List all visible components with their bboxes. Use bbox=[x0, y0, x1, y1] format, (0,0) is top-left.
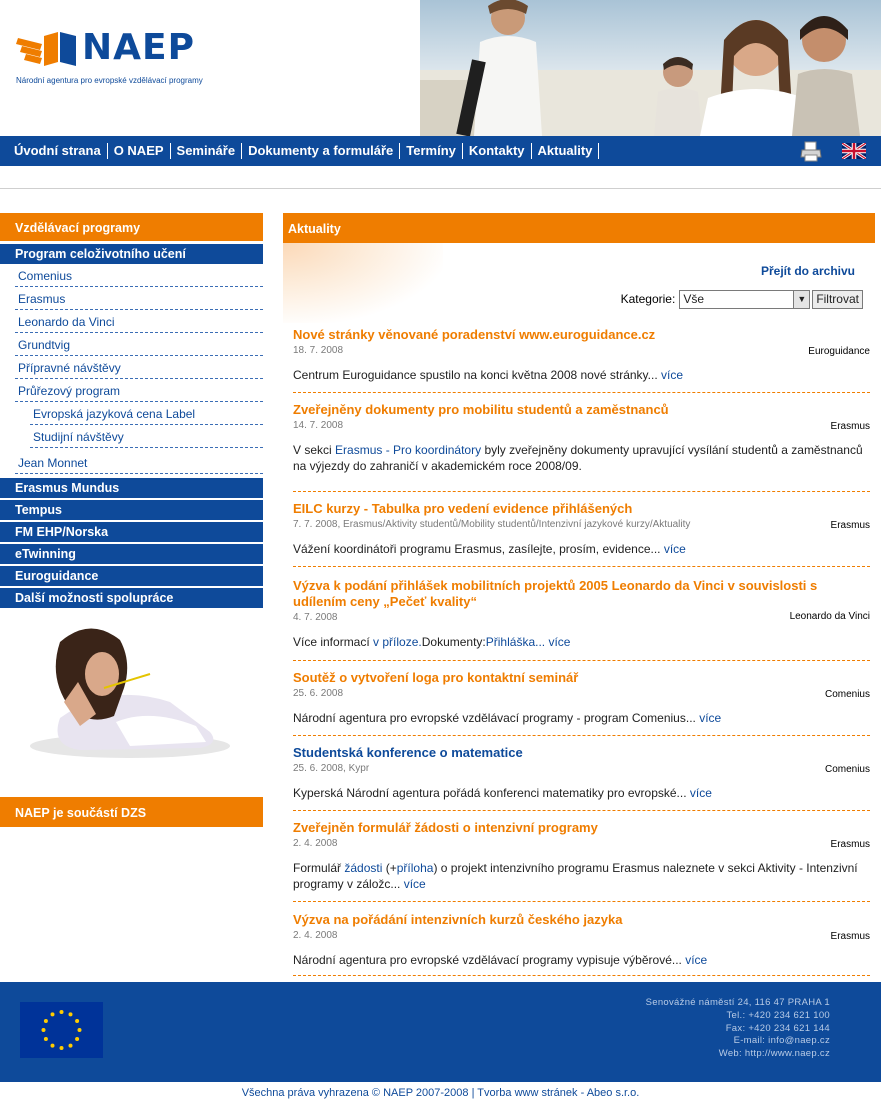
news-category: Erasmus bbox=[830, 931, 870, 942]
news-title[interactable]: Soutěž o vytvoření loga pro kontaktní seminář bbox=[293, 670, 579, 685]
news-excerpt: Vážení koordinátoři programu Erasmus, zasílejte, prosím, evidence... více bbox=[293, 542, 686, 556]
news-title[interactable]: Výzva na pořádání intenzivních kurzů českého jazyka bbox=[293, 912, 623, 927]
category-filter bbox=[621, 289, 863, 309]
nav-item-home[interactable]: Úvodní strana bbox=[8, 143, 108, 159]
news-item bbox=[293, 745, 870, 811]
nav-item-about[interactable]: O NAEP bbox=[108, 143, 171, 159]
sidebar-program-fm-ehp[interactable]: FM EHP/Norska bbox=[0, 522, 263, 542]
news-more-link[interactable]: více bbox=[548, 635, 571, 649]
sidebar-item-transversal-program[interactable]: Průřezový program bbox=[15, 379, 263, 402]
news-category: Erasmus bbox=[830, 839, 870, 850]
main-content bbox=[283, 213, 875, 967]
news-category: Leonardo da Vinci bbox=[789, 611, 870, 622]
sidebar-program-tempus[interactable]: Tempus bbox=[0, 500, 263, 520]
main-title: Aktuality bbox=[283, 213, 875, 243]
news-date: 25. 6. 2008, Kypr bbox=[293, 763, 370, 774]
footer-street: Senovážné náměstí 24, 116 47 PRAHA 1 bbox=[645, 997, 830, 1008]
footer-fax: Fax: +420 234 621 144 bbox=[725, 1022, 830, 1034]
news-title[interactable]: Studentská konference o matematice bbox=[293, 745, 523, 760]
news-list bbox=[293, 327, 870, 976]
footer-phone: Tel.: +420 234 621 100 bbox=[726, 1009, 830, 1021]
sidebar-program-etwinning[interactable]: eTwinning bbox=[0, 544, 263, 564]
sidebar-program-euroguidance[interactable]: Euroguidance bbox=[0, 566, 263, 586]
footer-address bbox=[646, 997, 830, 1061]
news-inline-link[interactable]: Erasmus - Pro koordinátory bbox=[335, 443, 482, 457]
news-date: 2. 4. 2008 bbox=[293, 930, 338, 941]
news-category: Erasmus bbox=[830, 520, 870, 531]
news-title[interactable]: EILC kurzy - Tabulka pro vedení evidence přihlášených bbox=[293, 501, 633, 516]
news-title[interactable]: Zveřejněn formulář žádosti o intenzivní programy bbox=[293, 820, 598, 835]
nav-item-seminars[interactable]: Semináře bbox=[171, 143, 243, 159]
logo-subtitle: Národní agentura pro evropské vzdělávací programy bbox=[16, 76, 203, 85]
news-more-link[interactable]: více bbox=[403, 877, 426, 891]
news-more-link[interactable]: více bbox=[685, 953, 708, 967]
news-title[interactable]: Nové stránky věnované poradenství www.euroguidance.cz bbox=[293, 327, 656, 342]
sidebar-item-erasmus[interactable]: Erasmus bbox=[15, 287, 263, 310]
news-more-link[interactable]: více bbox=[689, 786, 712, 800]
news-title[interactable]: Zveřejněny dokumenty pro mobilitu studentů a zaměstnanců bbox=[293, 402, 669, 417]
news-more-link[interactable]: více bbox=[661, 368, 684, 382]
news-excerpt: Centrum Euroguidance spustilo na konci května 2008 nové stránky... více bbox=[293, 368, 684, 382]
top-navigation bbox=[0, 136, 881, 166]
sidebar-item-jean-monnet[interactable]: Jean Monnet bbox=[15, 448, 263, 474]
header-separator bbox=[0, 188, 881, 189]
nav-item-news[interactable]: Aktuality bbox=[532, 143, 600, 159]
chevron-down-icon[interactable]: ▼ bbox=[793, 291, 809, 308]
site-header bbox=[0, 0, 881, 136]
category-select-value: Vše bbox=[683, 291, 704, 306]
news-date: 25. 6. 2008 bbox=[293, 688, 344, 699]
print-icon[interactable] bbox=[800, 140, 822, 162]
news-item bbox=[293, 327, 870, 393]
news-inline-link[interactable]: v příloze. bbox=[373, 635, 422, 649]
sidebar-item-preparatory-visits[interactable]: Přípravné návštěvy bbox=[15, 356, 263, 379]
archive-link[interactable]: Přejít do archivu bbox=[760, 264, 855, 278]
sidebar-section-programs[interactable]: Vzdělávací programy bbox=[0, 213, 263, 241]
news-more-link[interactable]: více bbox=[663, 542, 686, 556]
sidebar-item-comenius[interactable]: Comenius bbox=[15, 264, 263, 287]
left-sidebar bbox=[0, 213, 263, 608]
news-excerpt: Národní agentura pro evropské vzdělávací programy - program Comenius... více bbox=[293, 711, 722, 725]
news-inline-link[interactable]: Přihláška... bbox=[485, 635, 546, 649]
uk-flag-icon[interactable] bbox=[842, 143, 866, 159]
news-date: 18. 7. 2008 bbox=[293, 345, 344, 356]
site-footer bbox=[0, 982, 881, 1082]
sidebar-other-programs bbox=[0, 478, 263, 608]
sidebar-girl-photo bbox=[20, 622, 230, 764]
sidebar-subitem-label-award[interactable]: Evropská jazyková cena Label bbox=[30, 402, 263, 425]
news-inline-link[interactable]: příloha bbox=[396, 861, 434, 875]
filter-label: Kategorie: bbox=[620, 292, 676, 306]
sidebar-program-other[interactable]: Další možnosti spolupráce bbox=[0, 588, 263, 608]
news-inline-link[interactable]: žádosti bbox=[344, 861, 383, 875]
nav-item-dates[interactable]: Termíny bbox=[400, 143, 463, 159]
naep-logo-icon bbox=[16, 30, 78, 68]
news-item bbox=[293, 670, 870, 736]
nav-item-documents[interactable]: Dokumenty a formuláře bbox=[242, 143, 400, 159]
news-date: 7. 7. 2008, Erasmus/Aktivity studentů/Mobility studentů/Intenzivní jazykové kurzy/Aktuality bbox=[293, 519, 691, 530]
news-date: 2. 4. 2008 bbox=[293, 838, 338, 849]
header-students-photo bbox=[420, 0, 881, 136]
news-item bbox=[293, 820, 870, 902]
news-item bbox=[293, 501, 870, 567]
logo-wordmark: NAEP bbox=[82, 27, 195, 68]
news-category: Erasmus bbox=[830, 421, 870, 432]
sidebar-item-leonardo[interactable]: Leonardo da Vinci bbox=[15, 310, 263, 333]
filter-button[interactable]: Filtrovat bbox=[812, 290, 863, 309]
footer-web[interactable]: Web: http://www.naep.cz bbox=[718, 1048, 830, 1060]
news-category: Euroguidance bbox=[808, 346, 870, 357]
news-excerpt: Formulář žádosti (+příloha) o projekt intenzivního programu Erasmus naleznete v sekci Aktivity - Intenzivní programy v záložc... více bbox=[293, 861, 858, 891]
naep-logo[interactable] bbox=[16, 27, 216, 90]
main-decoration bbox=[283, 243, 443, 323]
news-more-link[interactable]: více bbox=[699, 711, 722, 725]
news-date: 4. 7. 2008 bbox=[293, 612, 338, 623]
news-title[interactable]: Výzva k podání přihlášek mobilitních projektů 2005 Leonardo da Vinci v souvislosti s udílením ceny „Pečeť kvality“ bbox=[293, 578, 818, 609]
news-excerpt: Kyperská Národní agentura pořádá konferenci matematiky pro evropské... více bbox=[293, 786, 712, 800]
sidebar-dzs-banner[interactable]: NAEP je součástí DZS bbox=[0, 797, 263, 827]
eu-flag-icon bbox=[20, 1002, 103, 1058]
news-date: 14. 7. 2008 bbox=[293, 420, 344, 431]
news-item bbox=[293, 578, 870, 661]
sidebar-item-grundtvig[interactable]: Grundtvig bbox=[15, 333, 263, 356]
news-excerpt: V sekci Erasmus - Pro koordinátory byly zveřejněny dokumenty upravující vysílání studentů a zaměstnanců na výjezdy do zahraničí v akademickém roce 2008/09. bbox=[293, 443, 863, 473]
news-item bbox=[293, 402, 870, 492]
category-select[interactable] bbox=[679, 290, 810, 309]
news-category: Comenius bbox=[824, 764, 870, 775]
copyright: Všechna práva vyhrazena © NAEP 2007-2008 | Tvorba www stránek - Abeo s.r.o. bbox=[241, 1087, 640, 1099]
news-excerpt: Národní agentura pro evropské vzdělávací programy vypisuje výběrové... více bbox=[293, 953, 708, 967]
sidebar-subitem-study-visits[interactable]: Studijní návštěvy bbox=[30, 425, 263, 448]
sidebar-program-erasmus-mundus[interactable]: Erasmus Mundus bbox=[0, 478, 263, 498]
news-item bbox=[293, 912, 870, 976]
nav-item-contacts[interactable]: Kontakty bbox=[463, 143, 532, 159]
news-excerpt: Více informací v příloze.Dokumenty:Přihláška... více bbox=[293, 635, 571, 649]
news-category: Comenius bbox=[824, 689, 870, 700]
footer-email[interactable]: E-mail: info@naep.cz bbox=[733, 1035, 830, 1047]
sidebar-program-lifelong-learning[interactable]: Program celoživotního učení bbox=[0, 244, 263, 264]
